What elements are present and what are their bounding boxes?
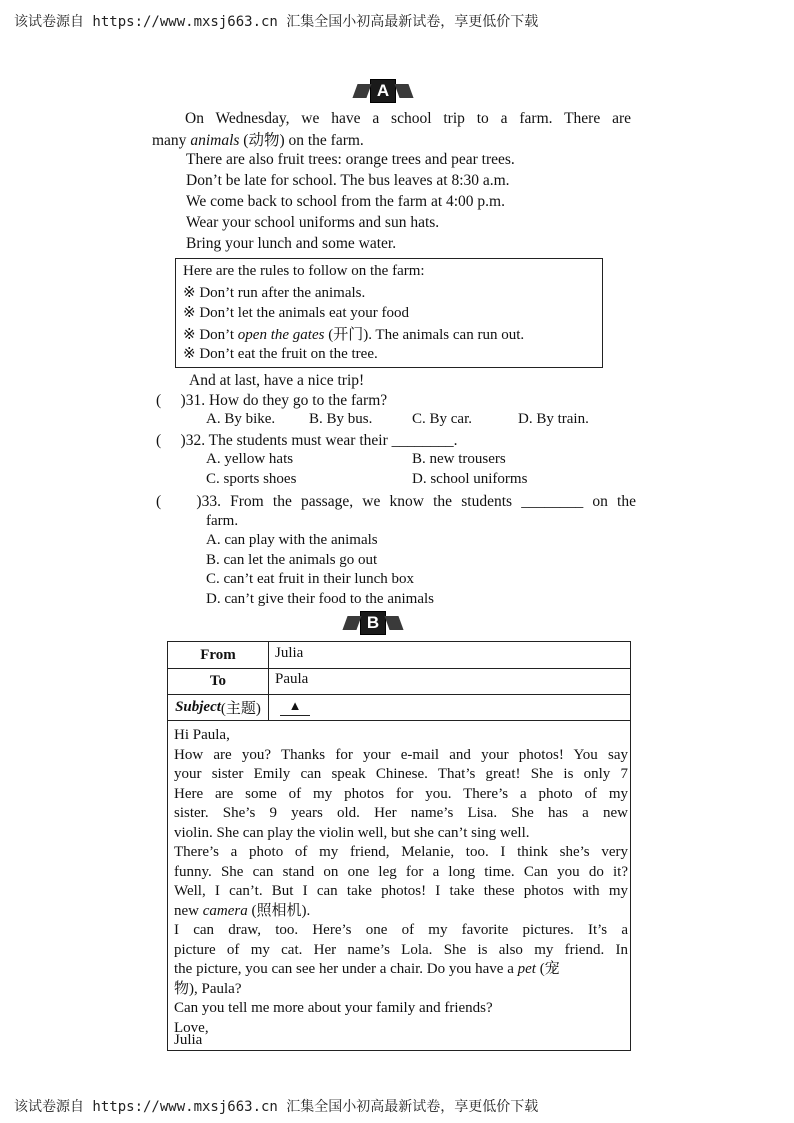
passage-a-line-6: Wear your school uniforms and sun hats. [186,214,440,231]
source-banner-bottom: 该试卷源自 https://www.mxsj663.cn 汇集全国小初高最新试卷，享更低价下载 [14,1099,539,1115]
q32-option-a: A. yellow hats [206,451,294,467]
email-body-line-8: funny. She can stand on one leg for a long time. Can you do it? [174,863,628,880]
section-b-letter: B [360,611,386,635]
farm-rules-box [175,258,603,368]
passage-a-closing: And at last, have a nice trip! [189,372,365,389]
q32-option-c: C. sports shoes [206,471,297,487]
from-value: Julia [275,645,304,661]
email-body-line-1: Hi Paula, [174,727,230,743]
q31-option-a: A. By bike. [206,411,276,427]
question-31-stem: ( )31. How do they go to the farm? [156,392,388,409]
email-body-line-10: new camera (照相机). [174,902,311,919]
q33-option-c: C. can’t eat fruit in their lunch box [206,571,415,587]
passage-a-line-7: Bring your lunch and some water. [186,235,397,252]
email-body-line-17: Julia [174,1032,203,1048]
email-body-line-14: 物), Paula? [174,980,242,997]
email-body-line-4: Here are some of my photos for you. There’s a photo of my [174,785,628,802]
badge-ornament-left [342,616,361,630]
question-33-stem-cont: farm. [206,513,239,529]
email-body-line-6: violin. She can play the violin well, but she can’t sing well. [174,824,530,841]
q33-option-d: D. can’t give their food to the animals [206,591,434,607]
badge-ornament-right [394,84,413,98]
passage-a-line-2: many animals (动物) on the farm. [152,132,364,149]
passage-a-line-4: Don’t be late for school. The bus leaves at 8:30 a.m. [186,172,510,189]
badge-ornament-left [352,84,371,98]
email-body-line-12: picture of my cat. Her name’s Lola. She is also my friend. In [174,941,628,958]
email-from-row [168,642,630,669]
email-body-line-11: I can draw, too. Here’s one of my favorite pictures. It’s a [174,922,628,938]
q32-option-d: D. school uniforms [412,471,528,487]
subject-label: Subject (主题) [168,694,269,720]
subject-blank: ▲ [280,697,310,716]
passage-a-line-1: On Wednesday, we have a school trip to a farm. There are [185,110,631,127]
q31-option-d: D. By train. [518,411,589,427]
passage-a-line-5: We come back to school from the farm at 4:00 p.m. [186,193,505,210]
badge-ornament-right [384,616,403,630]
email-body-line-15: Can you tell me more about your family and friends? [174,1000,493,1016]
passage-a-line-3: There are also fruit trees: orange trees and pear trees. [186,151,515,168]
rule-3: ※ Don’t open the gates (开门). The animals can run out. [183,327,525,343]
q33-option-b: B. can let the animals go out [206,552,378,568]
section-a-badge [355,80,411,102]
email-subject-row [168,694,630,721]
rule-1: ※ Don’t run after the animals. [183,285,366,301]
email-body-line-2: How are you? Thanks for your e-mail and your photos! You say [174,746,628,763]
email-body-line-5: sister. She’s 9 years old. Her name’s Lisa. She has a new [174,805,628,821]
to-label: To [168,668,269,694]
q33-option-a: A. can play with the animals [206,532,378,548]
q32-option-b: B. new trousers [412,451,506,467]
email-body-line-7: There’s a photo of my friend, Melanie, too. I think she’s very [174,844,628,860]
section-a-letter: A [370,79,396,103]
rules-intro: Here are the rules to follow on the farm: [183,263,425,279]
email-table [167,641,631,1051]
rule-4: ※ Don’t eat the fruit on the tree. [183,346,378,362]
section-b-badge [345,612,401,634]
email-body-line-3: your sister Emily can speak Chinese. That’s great! She is only 7 [174,766,628,782]
email-body-line-9: Well, I can’t. But I can take photos! I take these photos with my [174,883,628,899]
rule-2: ※ Don’t let the animals eat your food [183,305,409,321]
q31-option-b: B. By bus. [309,411,373,427]
to-value: Paula [275,671,309,687]
email-to-row [168,668,630,695]
email-body-line-16: Love, [174,1019,209,1036]
q31-option-c: C. By car. [412,411,472,427]
question-32-stem: ( )32. The students must wear their ________. [156,432,458,449]
from-label: From [168,642,269,668]
email-body-line-13: the picture, you can see her under a chair. Do you have a pet (宠 [174,961,560,977]
source-banner-top: 该试卷源自 https://www.mxsj663.cn 汇集全国小初高最新试卷，享更低价下载 [14,14,539,30]
question-33-stem: ( )33. From the passage, we know the students ________ on the [156,493,636,510]
